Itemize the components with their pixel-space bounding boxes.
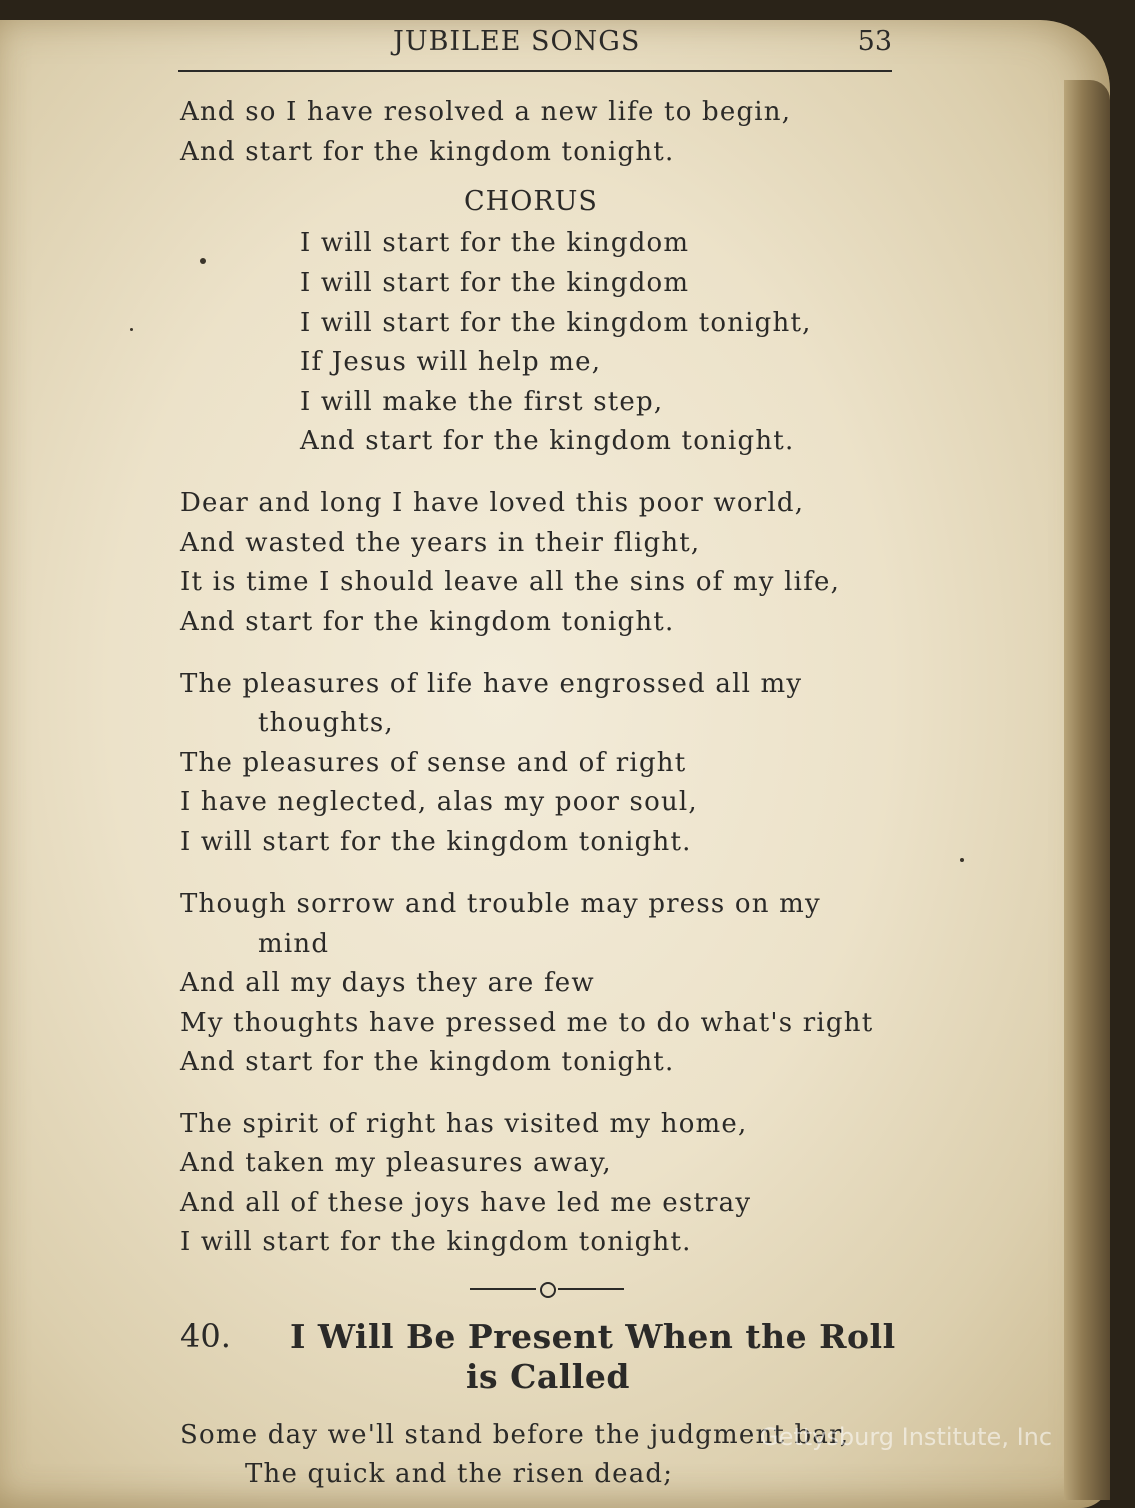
song-title-line2: is Called [466, 1357, 630, 1396]
verse-line: The pleasures of life have engrossed all my [180, 669, 803, 699]
verse-line: I will start for the kingdom tonight. [180, 827, 692, 857]
chorus-line: I will start for the kingdom tonight, [300, 308, 812, 338]
divider-ornament [540, 1282, 556, 1298]
chorus-line: I will start for the kingdom [300, 228, 690, 258]
verse-line: And wasted the years in their flight, [180, 528, 701, 558]
verse-line: Dear and long I have loved this poor world, [180, 488, 805, 518]
verse-line: mind [258, 929, 330, 959]
divider-rule-left [470, 1288, 536, 1290]
verse-line: And start for the kingdom tonight. [180, 137, 675, 167]
page-text [0, 20, 1110, 1508]
paper-speck [200, 258, 206, 264]
chorus-line: I will make the first step, [300, 387, 664, 417]
song-number: 40. [180, 1317, 231, 1355]
verse-line: And start for the kingdom tonight. [180, 1047, 675, 1077]
paper-speck [960, 858, 964, 862]
verse-line: And so I have resolved a new life to begin, [180, 97, 792, 127]
watermark: Gettysburg Institute, Inc [760, 1423, 1053, 1451]
verse-line: And all of these joys have led me estray [180, 1188, 752, 1218]
verse-line: The quick and the risen dead; [245, 1459, 674, 1489]
chorus-line: If Jesus will help me, [300, 347, 602, 377]
chorus-line: And start for the kingdom tonight. [300, 426, 795, 456]
header-title: JUBILEE SONGS [393, 26, 641, 57]
verse-line: My thoughts have pressed me to do what's right [180, 1008, 874, 1038]
section-divider [470, 1282, 630, 1296]
verse-line: I have neglected, alas my poor soul, [180, 787, 698, 817]
verse-line: And start for the kingdom tonight. [180, 607, 675, 637]
song-title-line1: I Will Be Present When the Roll [290, 1317, 896, 1356]
verse-line: The pleasures of sense and of right [180, 748, 687, 778]
book-page [0, 20, 1110, 1508]
running-header [178, 26, 892, 72]
verse-line: And taken my pleasures away, [180, 1148, 612, 1178]
verse-line: I will start for the kingdom tonight. [180, 1227, 692, 1257]
verse-line: Though sorrow and trouble may press on my [180, 889, 821, 919]
paper-speck [130, 328, 133, 331]
chorus-heading: CHORUS [464, 186, 598, 217]
chorus-line: I will start for the kingdom [300, 268, 690, 298]
verse-line: Some day we'll stand before the judgment bar, [180, 1420, 850, 1450]
verse-line: The spirit of right has visited my home, [180, 1109, 748, 1139]
verse-line: And all my days they are few [180, 968, 595, 998]
verse-line: It is time I should leave all the sins of my life, [180, 567, 841, 597]
page-number: 53 [857, 26, 892, 57]
divider-rule-right [558, 1288, 624, 1290]
verse-line: thoughts, [258, 708, 394, 738]
